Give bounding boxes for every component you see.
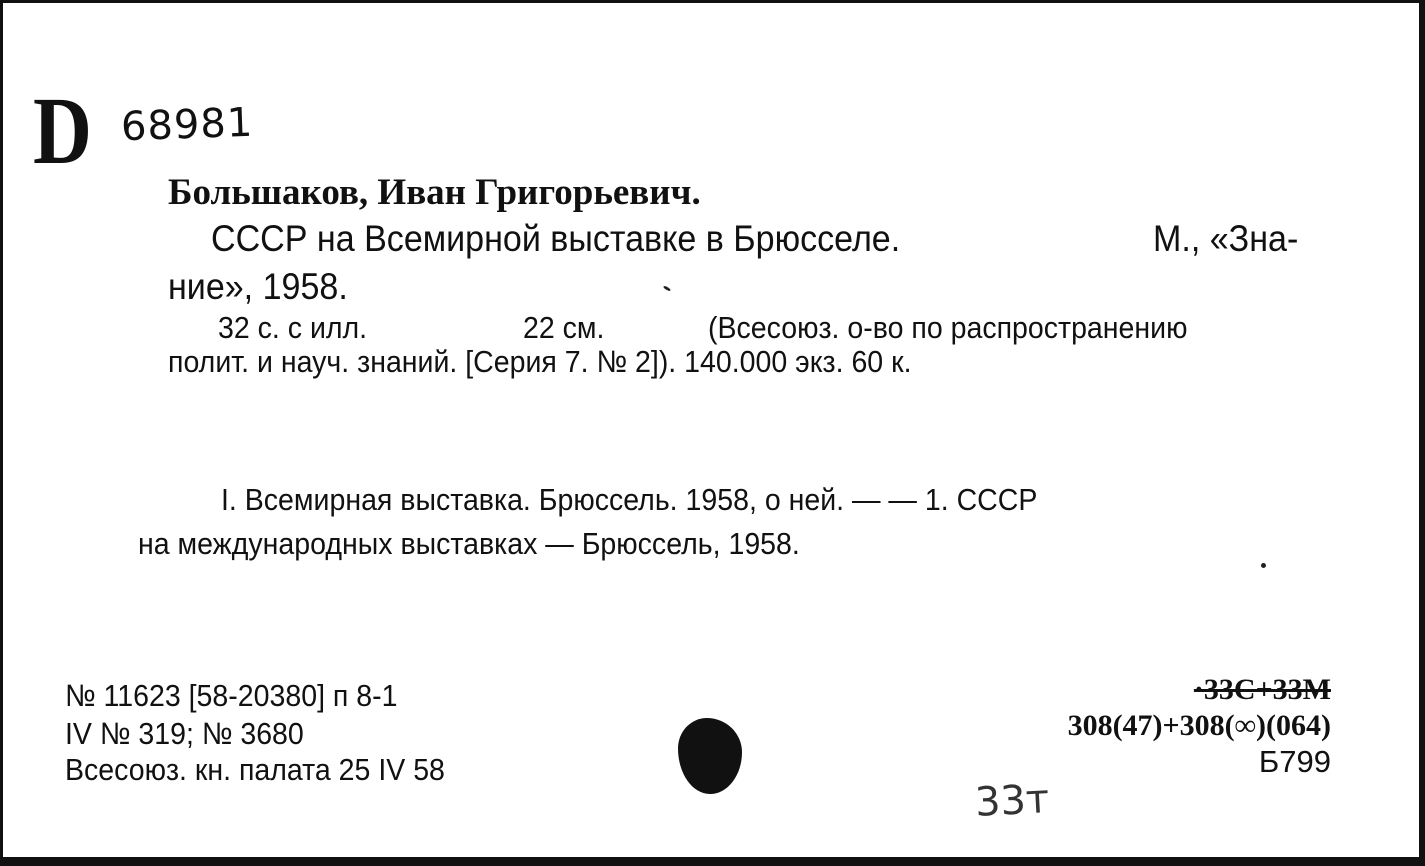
physical-description-pages: 32 с. с илл.: [218, 310, 368, 345]
handwritten-note: 33т: [973, 776, 1051, 826]
series-note-line-1: (Всесоюз. о-во по распространению: [708, 310, 1188, 345]
publisher-start: М., «Зна-: [1153, 218, 1299, 259]
subject-line-2: на международных выставках — Брюссель, 1958.: [138, 526, 800, 561]
call-number-handwritten: 68981: [120, 99, 255, 151]
call-letter: D: [33, 77, 92, 184]
classification-line-2: 308(47)+308(∞)(064): [1067, 709, 1331, 742]
title-line-1: СССР на Всемирной выставке в Брюсселе.: [211, 218, 901, 259]
subject-line-1: I. Всемирная выставка. Брюссель. 1958, о ней. — — 1. СССР: [221, 482, 1038, 517]
classification-line-1: ·33С+33М: [1193, 673, 1331, 706]
physical-description-size: 22 см.: [523, 310, 605, 345]
ink-blot: [678, 718, 742, 794]
ink-speck: [1261, 563, 1266, 568]
record-number-line: № 11623 [58-20380] п 8-1: [65, 678, 398, 713]
classification-line-3: Б799: [1258, 744, 1331, 779]
title-line-2: ние», 1958.: [168, 266, 348, 307]
chamber-date-line: Всесоюз. кн. палата 25 IV 58: [65, 752, 445, 787]
registration-line: IV № 319; № 3680: [65, 716, 304, 751]
author-heading: Большаков, Иван Григорьевич.: [168, 172, 701, 213]
series-note-line-2: полит. и науч. знаний. [Серия 7. № 2]). 140.000 экз. 60 к.: [168, 344, 912, 379]
ink-speck: [663, 285, 671, 292]
